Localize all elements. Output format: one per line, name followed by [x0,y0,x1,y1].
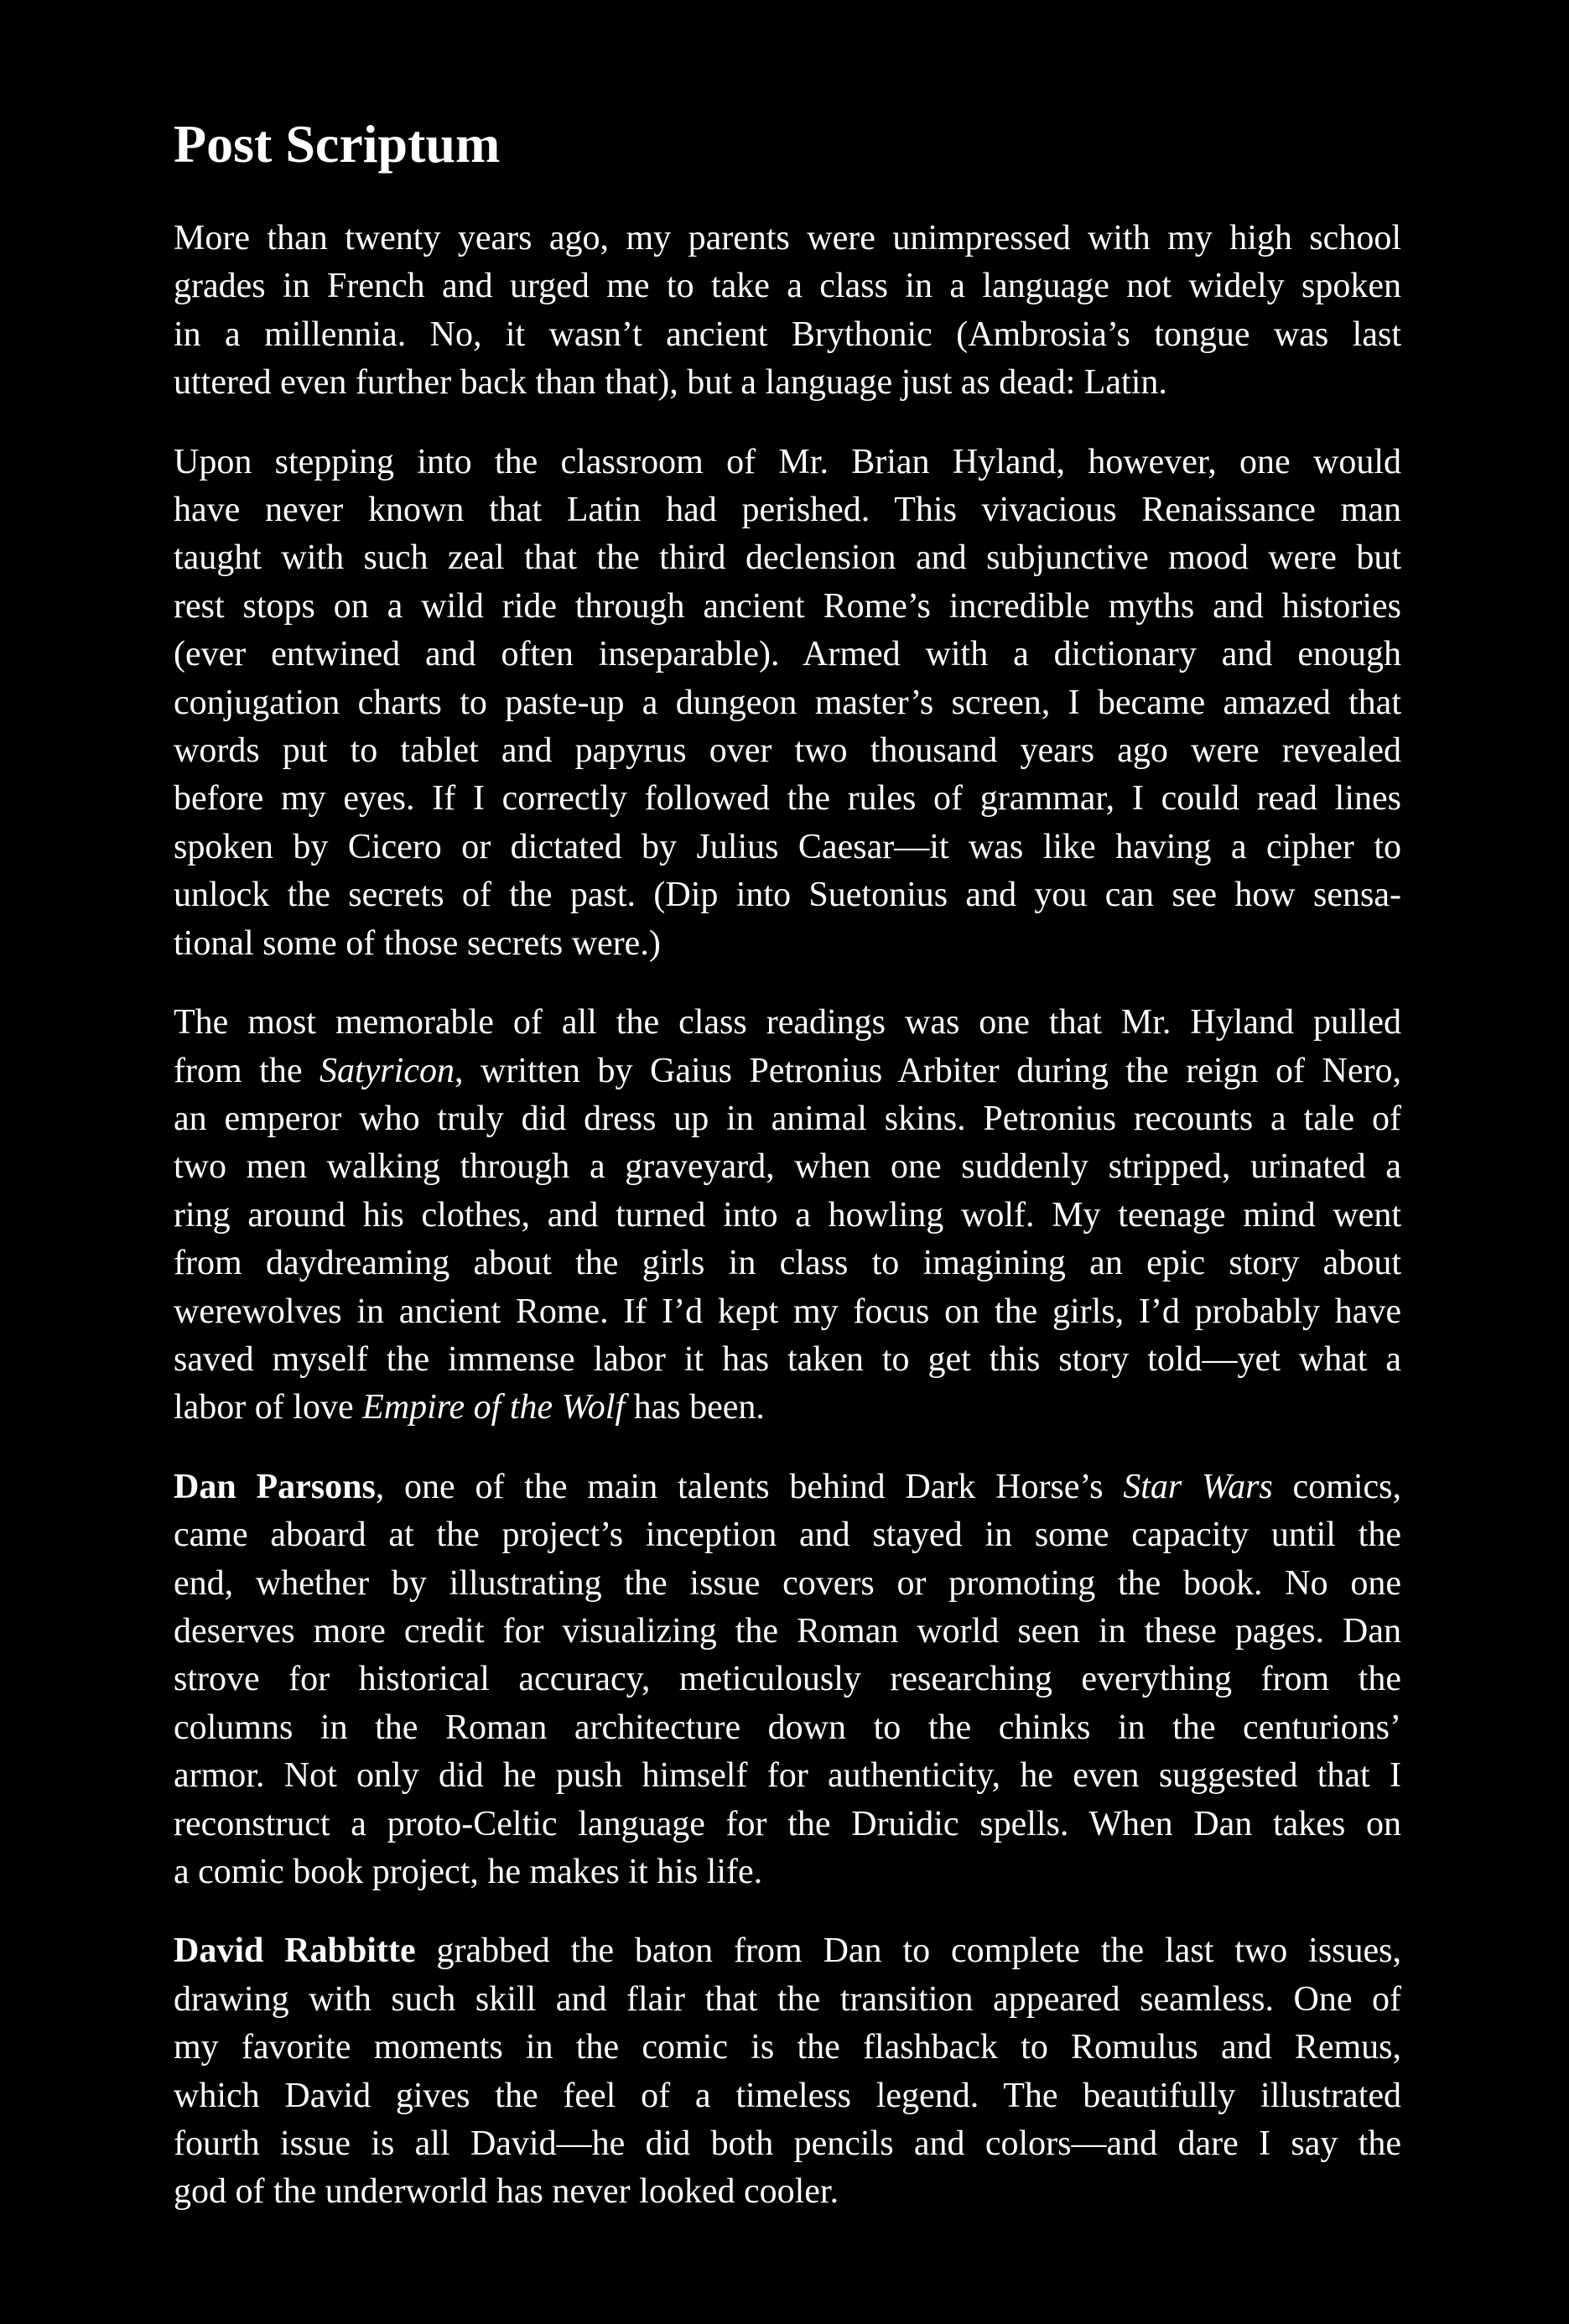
text-run: , written by Gaius Petronius Arbiter during the reign of Nero, [454,1051,1401,1090]
text-line: armor. Not only did he push himself for authenticity, he even suggested that I [174,1756,1401,1796]
text-line [174,1927,1401,1975]
text-line: Upon stepping into the classroom of Mr. Brian Hyland, however, one would [174,442,1401,481]
paragraph-2 [174,439,1401,968]
text-line: columns in the Roman architecture down to the chinks in the centurions’ [174,1708,1401,1747]
text-line: saved myself the immense labor it has taken to get this story told—yet what a [174,1339,1401,1379]
text-line: two men walking through a graveyard, when one suddenly stripped, urinated a [174,1147,1401,1187]
text-run: from the [174,1051,320,1090]
text-run: comics, [1272,1467,1401,1506]
text-line: conjugation charts to paste-up a dungeon master’s screen, I became amazed that [174,683,1401,722]
book-title-empire-of-the-wolf: Empire of the Wolf [362,1388,626,1427]
text-line: ring around his clothes, and turned into a howling wolf. My teenage mind went [174,1195,1401,1235]
name-david-rabbitte: David Rabbitte [174,1931,416,1971]
text-run: , one of the main talents behind Dark Horse’s [375,1467,1124,1506]
text-line: before my eyes. If I correctly followed the rules of grammar, I could read lines [174,779,1401,819]
paragraph-4 [174,1464,1401,1897]
paragraph-1 [174,215,1401,408]
text-line: grades in French and urged me to take a class in a language not widely spoken [174,267,1401,306]
text-line: in a millennia. No, it wasn’t ancient Brythonic (Ambrosia’s tongue was last [174,315,1401,354]
text-line: have never known that Latin had perished. This vivacious Renaissance man [174,491,1401,530]
text-line: uttered even further back than that), but a language just as dead: Latin. [174,363,1167,403]
text-line: which David gives the feel of a timeless legend. The beautifully illustrated [174,2076,1401,2115]
text-line: god of the underworld has never looked cooler. [174,2172,839,2212]
paragraph-5 [174,1927,1401,2216]
text-line [174,1464,1401,1511]
text-line: end, whether by illustrating the issue covers or promoting the book. No one [174,1563,1401,1603]
text-line: fourth issue is all David—he did both pencils and colors—and dare I say the [174,2124,1401,2164]
text-line: from daydreaming about the girls in class to imagining an epic story about [174,1244,1401,1283]
text-line [174,1384,1401,1432]
text-line: spoken by Cicero or dictated by Julius Caesar—it was like having a cipher to [174,827,1401,866]
text-run: has been. [625,1388,765,1427]
text-line: werewolves in ancient Rome. If I’d kept my focus on the girls, I’d probably have [174,1292,1401,1331]
text-run: grabbed the baton from Dan to complete the last two issues, [415,1931,1401,1971]
text-line: taught with such zeal that the third declension and subjunctive mood were but [174,538,1401,578]
text-line: reconstruct a proto-Celtic language for the Druidic spells. When Dan takes on [174,1804,1401,1843]
text-run: labor of love [174,1388,363,1427]
text-line: an emperor who truly did dress up in animal skins. Petronius recounts a tale of [174,1099,1401,1138]
text-line: strove for historical accuracy, meticulously researching everything from the [174,1660,1401,1699]
name-dan-parsons: Dan Parsons [174,1467,376,1506]
page-title: Post Scriptum [174,114,501,174]
text-line: deserves more credit for visualizing the Roman world seen in these pages. Dan [174,1611,1401,1651]
page [174,111,1401,2248]
paragraph-3 [174,999,1401,1432]
text-line: my favorite moments in the comic is the flashback to Romulus and Remus, [174,2028,1401,2067]
text-line [174,1048,1401,1095]
text-line: The most memorable of all the class readings was one that Mr. Hyland pulled [174,1003,1401,1042]
text-line: rest stops on a wild ride through ancient Rome’s incredible myths and histories [174,586,1401,626]
text-line: a comic book project, he makes it his life. [174,1853,763,1891]
text-line: (ever entwined and often inseparable). Armed with a dictionary and enough [174,635,1401,674]
text-line: drawing with such skill and flair that the transition appeared seamless. One of [174,1979,1401,2019]
text-line: tional some of those secrets were.) [174,923,661,963]
text-line: unlock the secrets of the past. (Dip into Suetonius and you can see how sensa- [174,876,1401,915]
text-line: words put to tablet and papyrus over two thousand years ago were revealed [174,731,1401,771]
text-line: More than twenty years ago, my parents were unimpressed with my high school [174,219,1401,257]
title-star-wars: Star Wars [1123,1467,1273,1506]
text-line: came aboard at the project’s inception and stayed in some capacity until the [174,1516,1401,1555]
book-title-satyricon: Satyricon [320,1051,455,1090]
